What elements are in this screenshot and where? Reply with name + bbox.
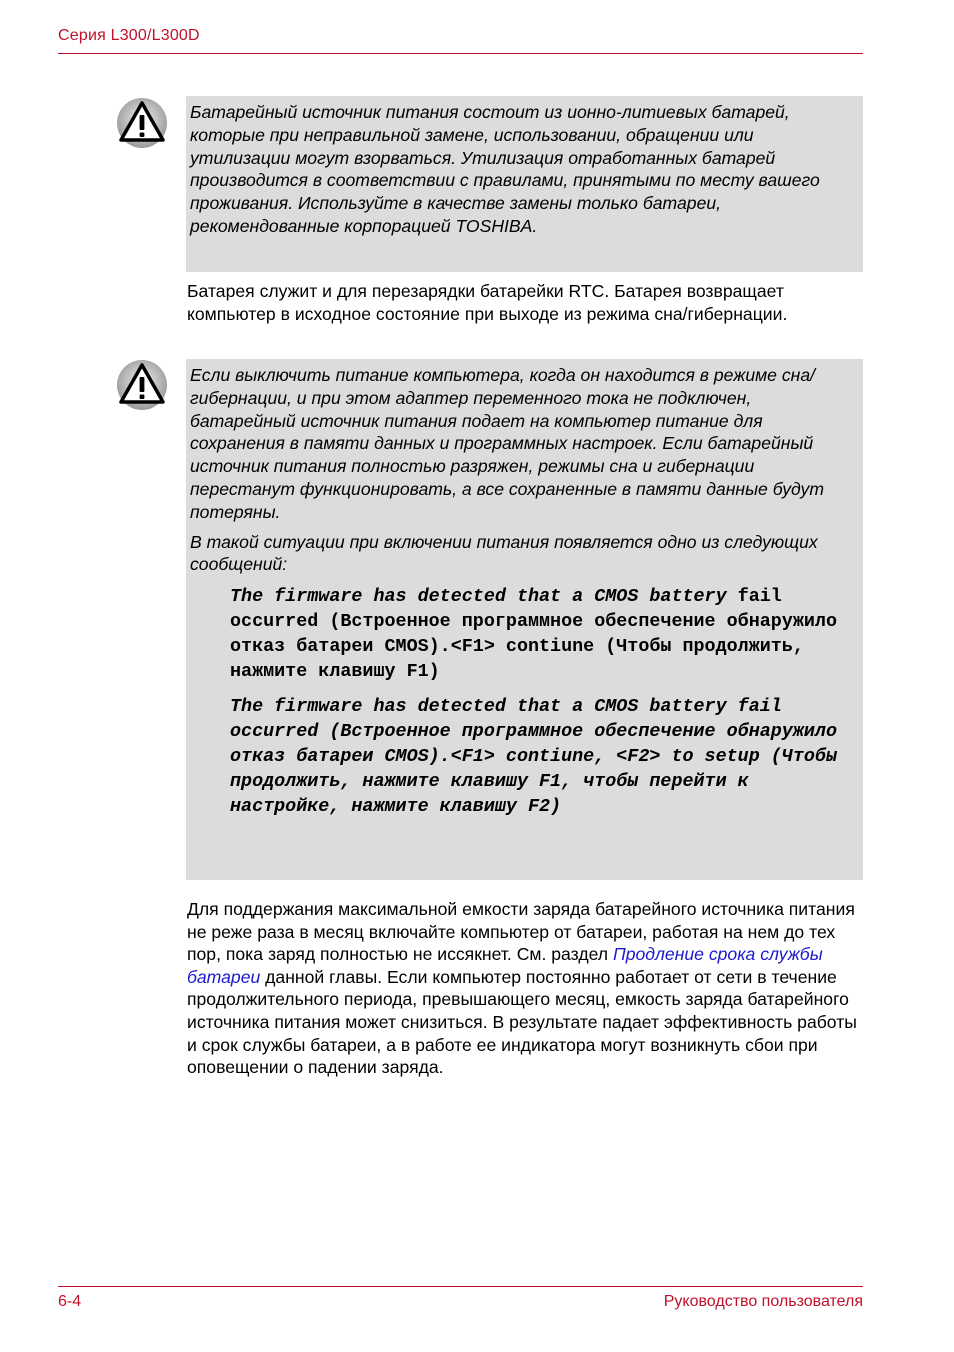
error-message-1-rest: fail occurred (Встроенное программное обеспечение обнаружило отказ батареи CMOS).<F1> contiune (Чтобы продолжить, нажмите клавишу F1) xyxy=(230,586,837,683)
warning-note-text: В такой ситуации при включении питания появляется одно из следующих сообщений: xyxy=(190,531,818,575)
error-message-2: The firmware has detected that a CMOS battery fail occurred (Встроенное программное обеспечение обнаружило отказ батареи CMOS).<F1> contiune, <F2> to setup (Чтобы продолжить, нажмите клавишу F1, чтобы перейти к настройке, нажмите клавишу F2) xyxy=(230,696,837,818)
running-header-title: Серия L300/L300D xyxy=(58,27,200,44)
body-paragraph xyxy=(187,898,867,1079)
footer-guide-title: Руководство пользователя xyxy=(663,1293,863,1310)
body-paragraph: Батарея служит и для перезарядки батарейки RTC. Батарея возвращает компьютер в исходное состояние при выходе из режима сна/гибернации. xyxy=(187,281,788,324)
header-divider xyxy=(58,53,863,54)
warning-note-box xyxy=(186,96,863,272)
error-message-1-italic: The firmware has detected that a CMOS battery xyxy=(230,586,727,608)
warning-triangle-icon xyxy=(116,97,168,149)
warning-note-box xyxy=(186,359,863,880)
footer-divider xyxy=(58,1286,863,1287)
body-text-segment: данной главы. Если компьютер постоянно работает от сети в течение продолжительного периода, превышающего месяц, емкость заряда батарейного источника питания может снизиться. В результате падает эффективность работы и срок службы батареи, а в работе ее индикатора могут возникнуть сбои при оповещении о падении заряда. xyxy=(187,966,857,1078)
error-message-1 xyxy=(230,584,857,684)
warning-note-text: Батарейный источник питания состоит из ионно-литиевых батарей, которые при неправильной замене, использовании, обращении или утилизации могут взорваться. Утилизация отработанных батарей производится в соответствии с правилами, принятыми по месту вашего проживания. Используйте в качестве замены только батареи, рекомендованные корпорацией TOSHIBA. xyxy=(190,102,820,236)
body-text-segment: Для поддержания максимальной емкости заряда батарейного источника питания не реже раза в месяц включайте компьютер от батареи, работая на нем до тех пор, пока заряд полностью не иссякнет. См. раздел xyxy=(187,899,855,965)
section-link[interactable]: Продление срока службы батареи xyxy=(187,944,823,987)
warning-triangle-icon xyxy=(116,359,168,411)
warning-note-text: Если выключить питание компьютера, когда он находится в режиме сна/гибернации, и при этом адаптер переменного тока не подключен, батарейный источник питания подает на компьютер питание для сохранения в памяти данных и программных настроек. Если батарейный источник питания полностью разряжен, режимы сна и гибернации перестанут функционировать, а все сохраненные в памяти данные будут потеряны. xyxy=(190,365,824,522)
page-number: 6-4 xyxy=(58,1293,82,1310)
